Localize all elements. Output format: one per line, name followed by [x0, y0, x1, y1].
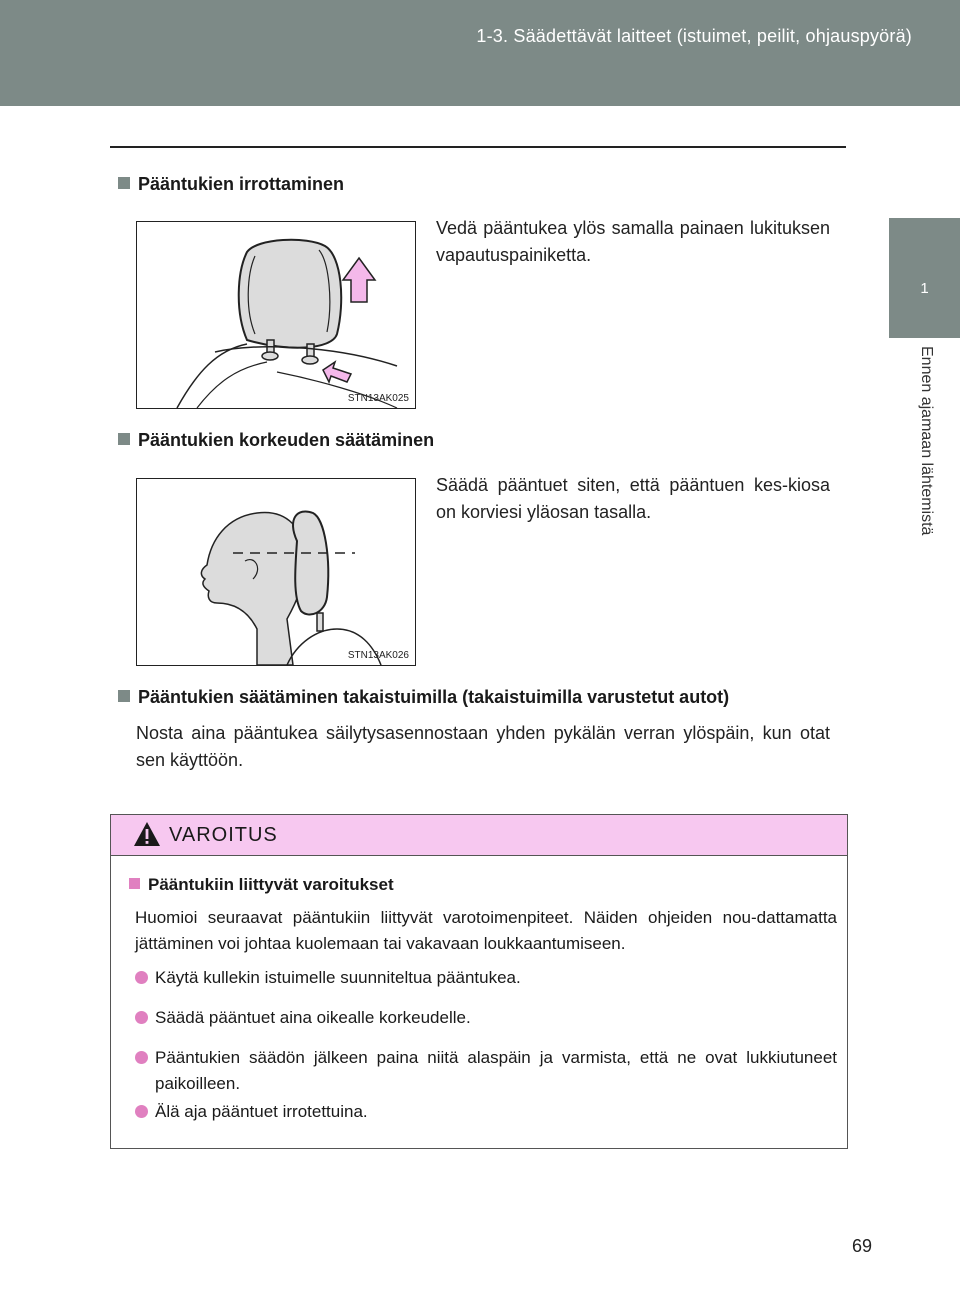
warning-bullet: Säädä pääntuet aina oikealle korkeudelle. [135, 1005, 837, 1031]
warning-bullet: Käytä kullekin istuimelle suunniteltua pääntukea. [135, 965, 837, 991]
headrest-removal-illustration [137, 222, 415, 408]
chapter-title: 1-3. Säädettävät laitteet (istuimet, peilit, ohjauspyörä) [476, 26, 912, 46]
section-text-height: Säädä pääntuet siten, että pääntuen kes-kiosa on korviesi yläosan tasalla. [436, 475, 830, 522]
square-bullet-icon [118, 177, 130, 189]
square-bullet-icon [118, 433, 130, 445]
warning-header [111, 815, 847, 856]
chapter-side-label-text: Ennen ajamaan lähtemistä [917, 346, 935, 536]
section-title-removal: Pääntukien irrottaminen [118, 174, 344, 195]
header-band [0, 0, 960, 106]
figure-code: STN13AK025 [347, 393, 409, 404]
bullet-dot-icon [135, 971, 148, 984]
figure-code: STN13AK026 [347, 650, 409, 661]
top-rule [110, 146, 846, 148]
section-title-rear: Pääntukien säätäminen takaistuimilla (takaistuimilla varustetut autot) [118, 687, 729, 708]
warning-box [110, 814, 848, 1149]
section-text-rear: Nosta aina pääntukea säilytysasennostaan yhden pykälän verran ylöspäin, kun otat sen käyttöön. [136, 723, 830, 770]
warning-heading: VAROITUS [169, 824, 278, 846]
warning-bullet: Pääntukien säädön jälkeen paina niitä alaspäin ja varmista, että ne ovat lukkiutuneet paikoilleen. [135, 1045, 837, 1097]
section-text-removal: Vedä pääntukea ylös samalla painaen lukituksen vapautuspainiketta. [436, 218, 830, 265]
square-bullet-icon [118, 690, 130, 702]
bullet-dot-icon [135, 1011, 148, 1024]
warning-bullet: Älä aja pääntuet irrotettuina. [135, 1099, 837, 1125]
bullet-dot-icon [135, 1105, 148, 1118]
chapter-side-label [889, 340, 960, 590]
warning-triangle-icon [133, 821, 161, 847]
square-bullet-icon [129, 878, 140, 889]
page-number: 69 [852, 1236, 873, 1256]
figure-headrest-removal [136, 221, 416, 409]
headrest-height-illustration [137, 479, 415, 665]
warning-intro: Huomioi seuraavat pääntukiin liittyvät varotoimenpiteet. Näiden ohjeiden nou-dattamatta jättäminen voi johtaa kuolemaan tai vakavaan loukkaantumiseen. [135, 908, 837, 953]
chapter-number: 1 [920, 280, 929, 297]
section-title-height: Pääntukien korkeuden säätäminen [118, 430, 434, 451]
chapter-tab [889, 218, 960, 338]
bullet-dot-icon [135, 1051, 148, 1064]
figure-headrest-height [136, 478, 416, 666]
warning-subtitle: Pääntukiin liittyvät varoitukset [129, 875, 394, 895]
